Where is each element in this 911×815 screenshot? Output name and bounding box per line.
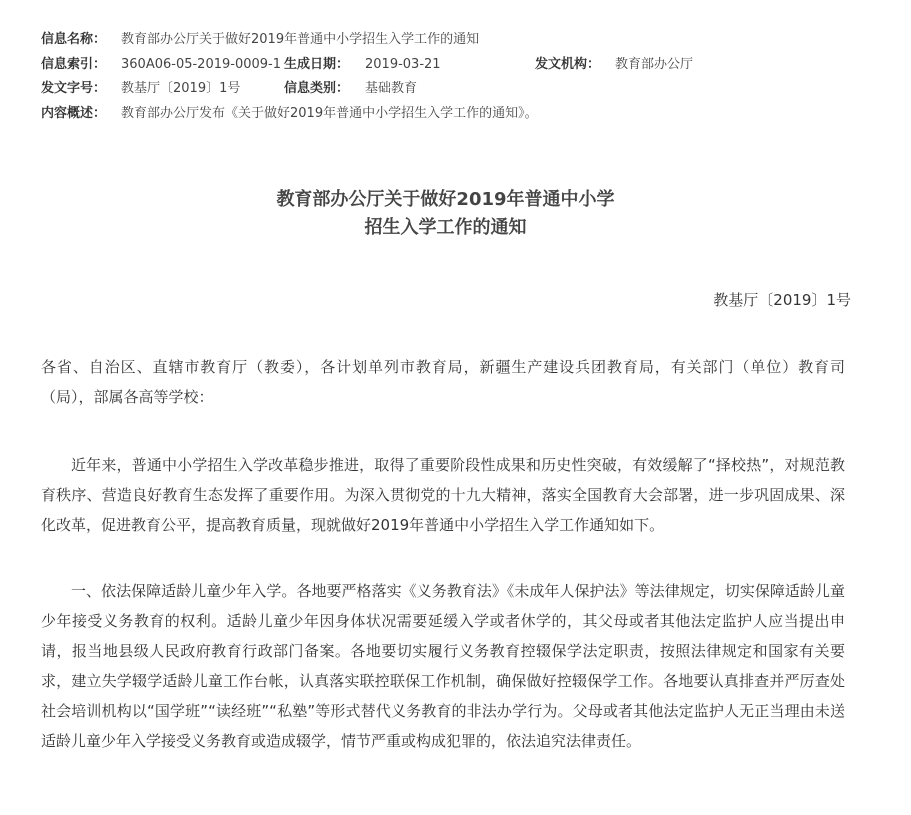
meta-row-summary <box>41 102 881 127</box>
addressees-paragraph: 各省、自治区、直辖市教育厅（教委），各计划单列市教育局，新疆生产建设兵团教育局，有关部门（单位）教育司（局），部属各高等学校： <box>41 358 845 406</box>
info-name-label: 信息名称： <box>41 32 107 47</box>
summary-label: 内容概述： <box>41 105 107 121</box>
document-title <box>0 186 891 242</box>
intro-paragraph: 近年来，普通中小学招生入学改革稳步推进，取得了重要阶段性成果和历史性突破，有效缓解了“择校热”，对规范教育秩序、营造良好教育生态发挥了重要作用。为深入贯彻党的十九大精神，落实全国教育大会部署，进一步巩固成果、深化改革，促进教育公平，提高教育质量，现就做好2019年普通中小学招生入学工作通知如下。 <box>41 456 845 534</box>
info-name-value: 教育部办公厅关于做好2019年普通中小学招生入学工作的通知 <box>121 32 480 47</box>
title-line-1: 教育部办公厅关于做好2019年普通中小学 <box>276 189 615 210</box>
category-value: 基础教育 <box>365 81 418 96</box>
meta-row-index <box>41 53 881 78</box>
document-metadata <box>41 28 881 126</box>
summary-value: 教育部办公厅发布《关于做好2019年普通中小学招生入学工作的通知》。 <box>121 105 538 121</box>
meta-row-docno <box>41 77 881 102</box>
date-label: 生成日期： <box>284 56 350 72</box>
info-index-label: 信息索引： <box>41 56 107 72</box>
category-label: 信息类别： <box>284 81 350 96</box>
date-value: 2019-03-21 <box>365 56 441 72</box>
docno-label: 发文字号： <box>41 81 107 96</box>
org-value: 教育部办公厅 <box>615 56 694 72</box>
title-line-2: 招生入学工作的通知 <box>364 217 527 238</box>
meta-row-name <box>41 28 881 53</box>
docno-value: 教基厅〔2019〕1号 <box>121 81 241 96</box>
info-index-value: 360A06-05-2019-0009-1 <box>121 56 281 72</box>
document-number: 教基厅〔2019〕1号 <box>713 291 851 309</box>
section-one-paragraph: 一、依法保障适龄儿童少年入学。各地要严格落实《义务教育法》《未成年人保护法》等法律规定，切实保障适龄儿童少年接受义务教育的权利。适龄儿童少年因身体状况需要延缓入学或者休学的，其父母或者其他法定监护人应当提出申请，报当地县级人民政府教育行政部门备案。各地要切实履行义务教育控辍保学法定职责，按照法律规定和国家有关要求，建立失学辍学适龄儿童工作台帐，认真落实联控联保工作机制，确保做好控辍保学工作。各地要认真排查并严厉查处社会培训机构以“国学班”“读经班”“私塾”等形式替代义务教育的非法办学行为。父母或者其他法定监护人无正当理由未送适龄儿童少年入学接受义务教育或造成辍学，情节严重或构成犯罪的，依法追究法律责任。 <box>41 582 845 750</box>
org-label: 发文机构： <box>535 56 601 72</box>
